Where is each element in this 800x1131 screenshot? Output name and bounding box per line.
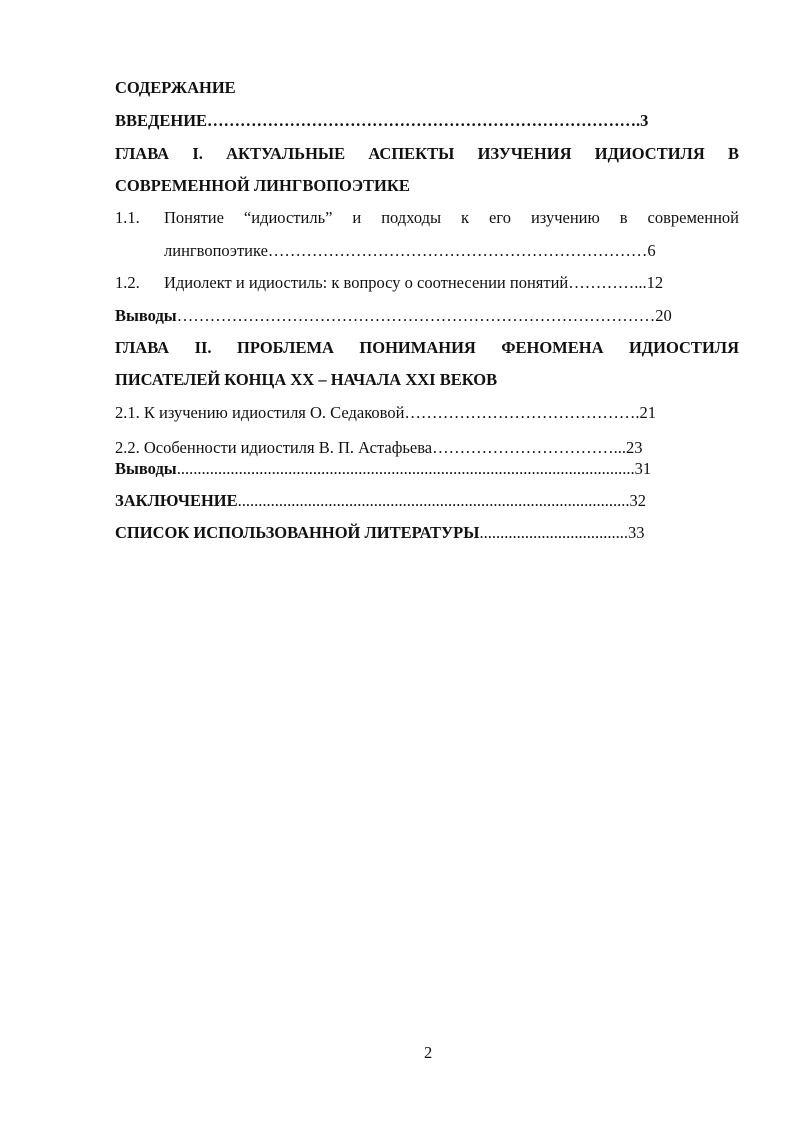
page-number: 2	[424, 1043, 433, 1062]
toc-entry-intro: ВВЕДЕНИЕ…………………………………………………………………….3	[115, 111, 649, 130]
toc-references-leader: ....................................33	[479, 523, 645, 542]
toc-chapter2-line2: ПИСАТЕЛЕЙ КОНЦА XX – НАЧАЛА XXI ВЕКОВ	[115, 370, 498, 389]
toc-section-2-2: 2.2. Особенности идиостиля В. П. Астафьева……………………………...23	[115, 438, 643, 457]
toc-chapter1-line2: СОВРЕМЕННОЙ ЛИНГВОПОЭТИКЕ	[115, 176, 410, 195]
toc-section-1-2: Идиолект и идиостиль: к вопросу о соотнесении понятий…………...12	[164, 273, 664, 292]
toc-section-1-2-number: 1.2.	[115, 273, 140, 292]
toc-conclusion-label: ЗАКЛЮЧЕНИЕ	[115, 491, 238, 510]
toc-conclusion	[115, 490, 646, 512]
toc-section-2-1: 2.1. К изучению идиостиля О. Седаковой…………………………………….21	[115, 403, 657, 422]
toc-conclusions-1	[115, 305, 672, 327]
toc-conclusions-2-label: Выводы	[115, 459, 177, 478]
toc-section-1-1-line2: лингвопоэтике……………………………………………………………6	[164, 241, 656, 260]
toc-section-1-1-number: 1.1.	[115, 208, 140, 227]
toc-references-label: СПИСОК ИСПОЛЬЗОВАННОЙ ЛИТЕРАТУРЫ	[115, 523, 480, 542]
toc-conclusions-2-leader: ...............................................................................................................31	[176, 459, 652, 478]
toc-conclusions-1-label: Выводы	[115, 306, 177, 325]
toc-references	[115, 522, 644, 544]
toc-section-1-1-line1: Понятие “идиостиль” и подходы к его изучению в современной	[164, 208, 739, 227]
toc-chapter2-line1: ГЛАВА II. ПРОБЛЕМА ПОНИМАНИЯ ФЕНОМЕНА ИДИОСТИЛЯ	[115, 338, 739, 357]
toc-conclusions-2	[115, 458, 651, 480]
toc-conclusions-1-leader: ……………………………………………………………………………20	[176, 306, 672, 325]
toc-chapter1-line1: ГЛАВА I. АКТУАЛЬНЫЕ АСПЕКТЫ ИЗУЧЕНИЯ ИДИОСТИЛЯ В	[115, 144, 739, 163]
toc-conclusion-leader: ...............................................................................................32	[237, 491, 646, 510]
toc-title: СОДЕРЖАНИЕ	[115, 78, 236, 97]
